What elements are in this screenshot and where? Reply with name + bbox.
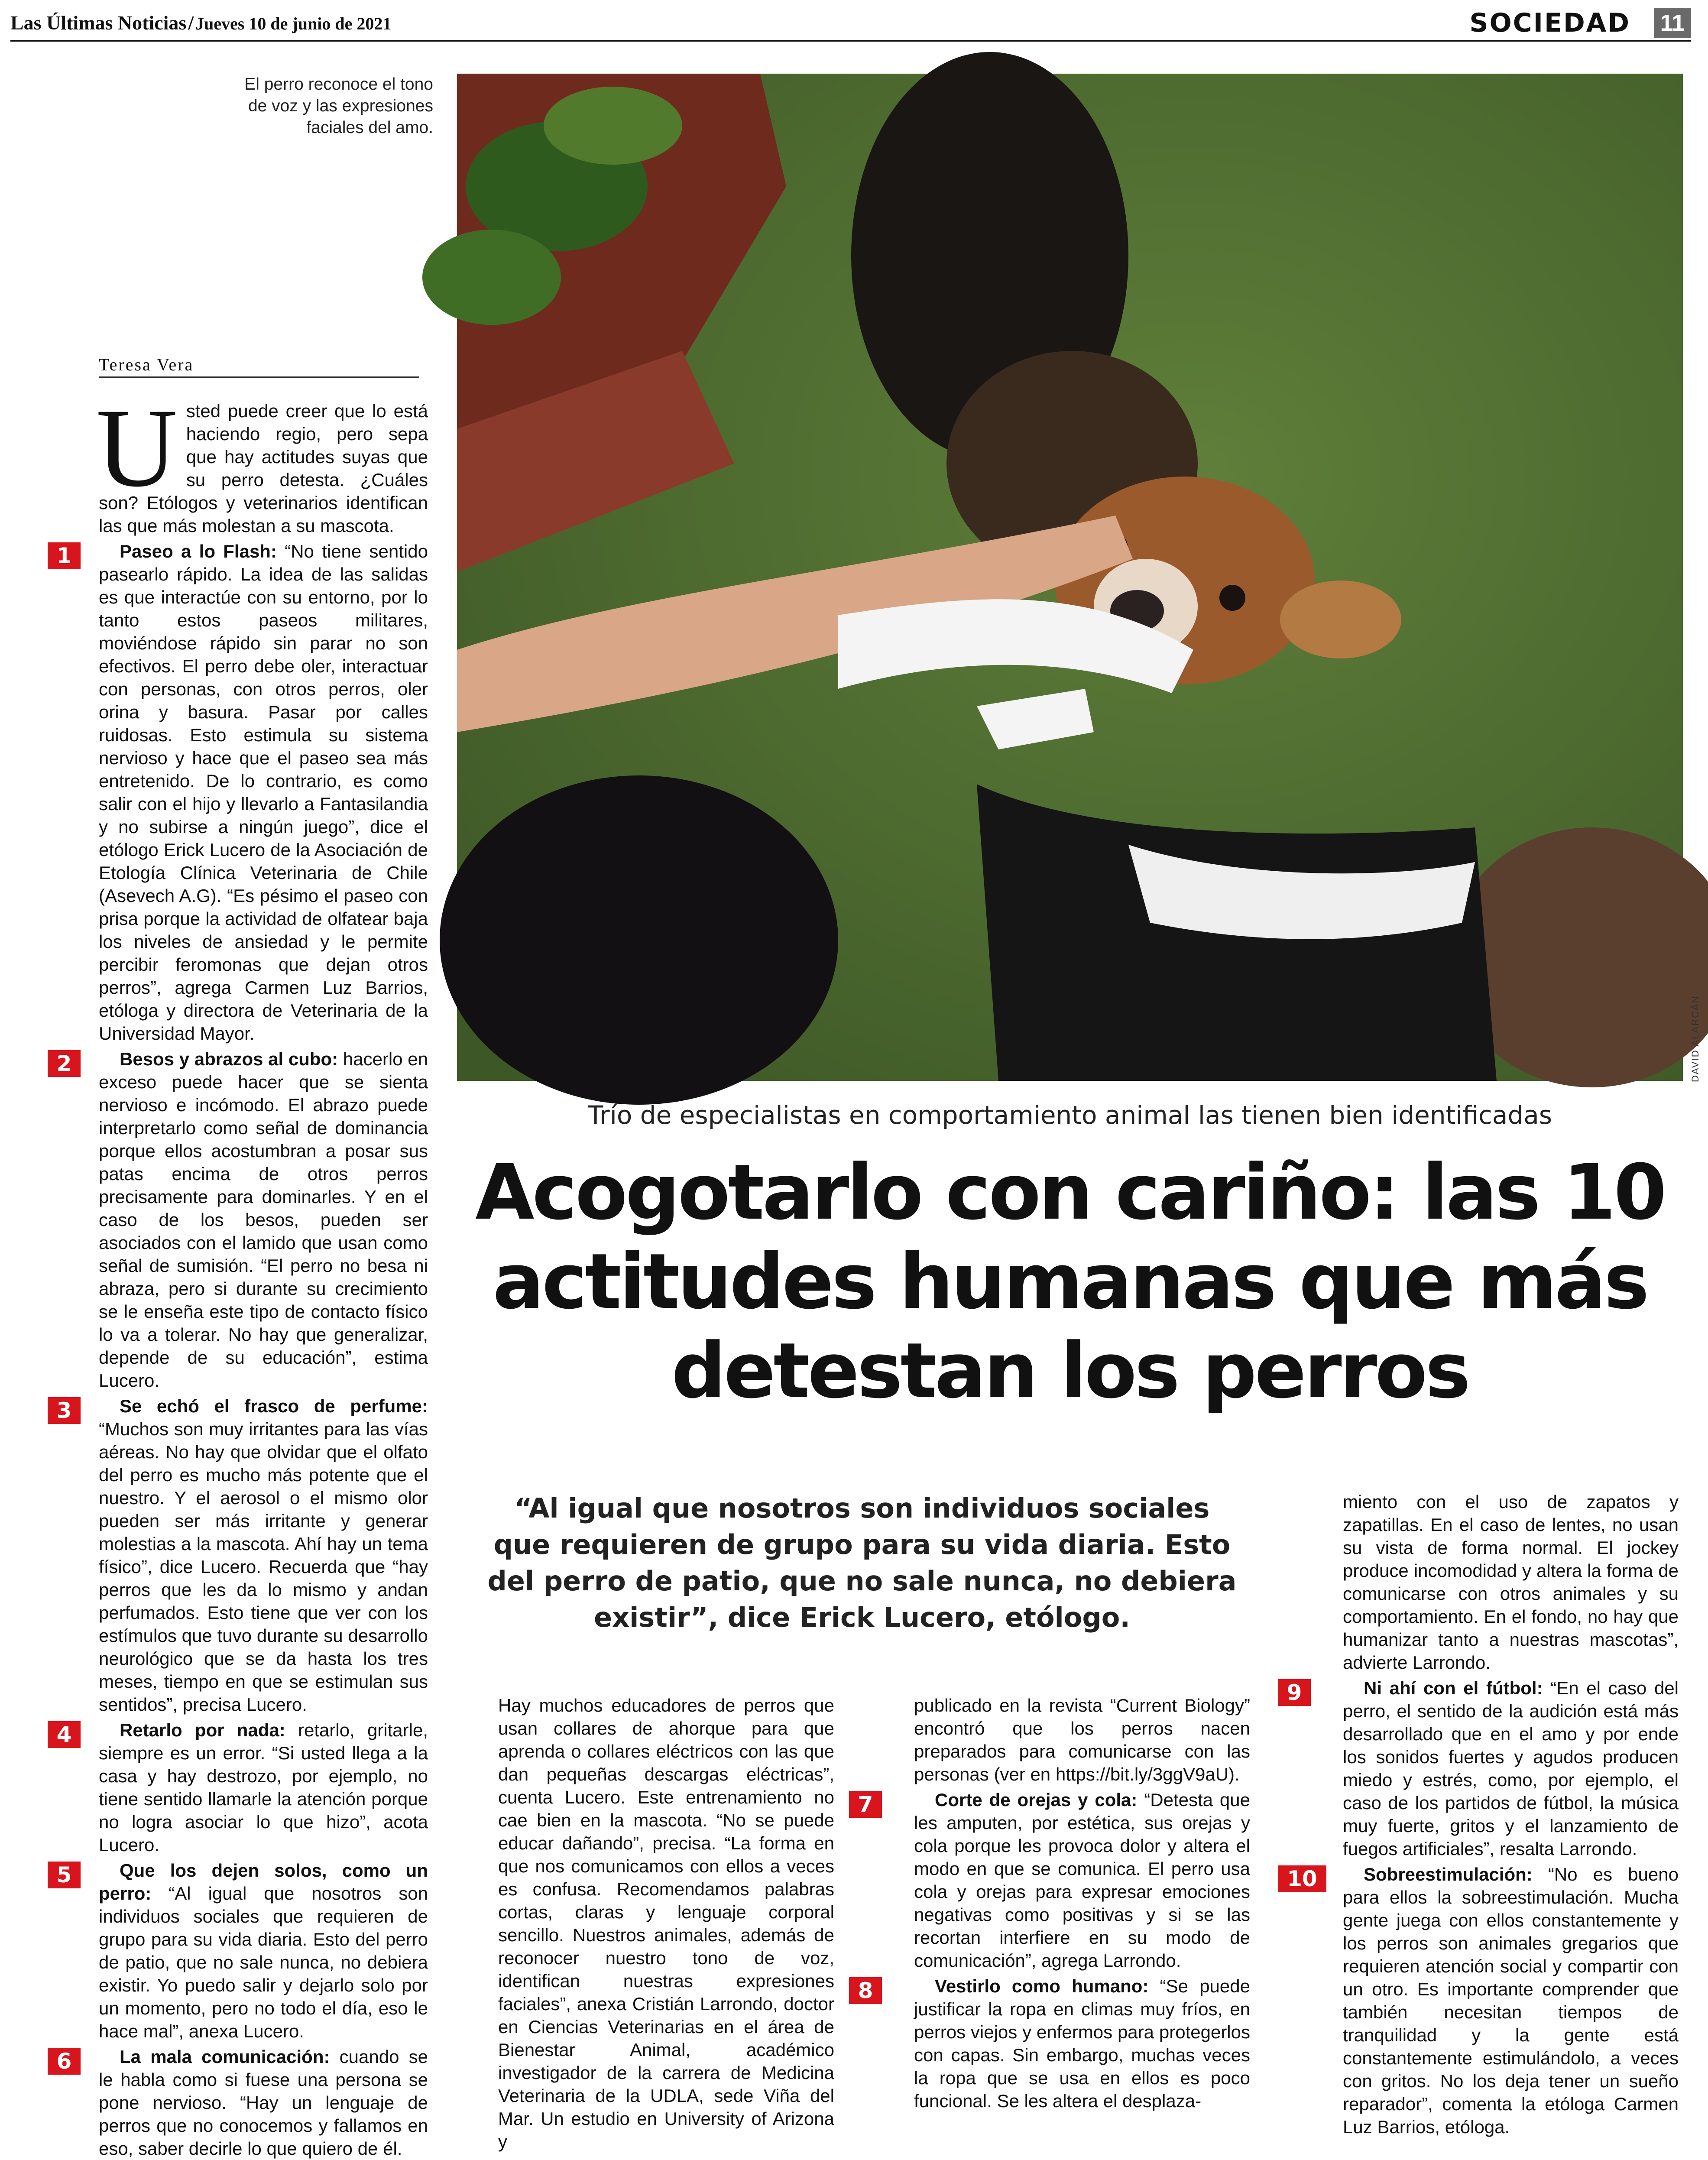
item-number-badge: 3	[48, 1397, 81, 1424]
item-number-badge: 10	[1278, 1865, 1326, 1892]
item-text: “No es bueno para ellos la sobreestimulación. Mucha gente juega con ellos constantemente y los perros son animales gregarios que requieren atención social y compartir con un otro. Es importante comprender que también necesitan tiempos de tranquilidad y la gente está constantemente estimulándolo, a veces con gritos. No los deja tener un sueño reparador”, comenta la etóloga Carmen Luz Barrios, etóloga.	[1343, 1864, 1679, 2137]
list-item-6	[56, 2045, 428, 2160]
item-title: Vestirlo como humano:	[935, 1976, 1149, 1996]
masthead-separator: /	[188, 12, 194, 34]
item-title: Paseo a lo Flash:	[120, 541, 277, 561]
item-text: hacerlo en exceso puede hacer que se sienta nervioso e incómodo. El abrazo puede interpretarlo como señal de dominancia porque ellos acostumbran a posar sus patas encima de otros perros precisamente para dominarles. Y en el caso de los besos, pueden ser asociados con el lamido que usan como señal de sumisión. “El perro no besa ni abraza, pero si durante su crecimiento se le enseña este tipo de contacto físico lo va a tolerar. No hay que generalizar, depende de su educación”, estima Lucero.	[99, 1049, 428, 1391]
column-3-intro: publicado en la revista “Current Biology” encontró que los perros nacen preparados para comunicarse con las personas (ver en https://bit.ly/3ggV9aU).	[914, 1695, 1250, 1784]
masthead	[10, 8, 1691, 38]
list-item-2	[56, 1048, 428, 1392]
publication-date: Jueves 10 de junio de 2021	[195, 14, 392, 33]
item-number-badge: 5	[48, 1862, 81, 1888]
intro-paragraph	[96, 386, 428, 537]
page-number: 11	[1654, 8, 1691, 38]
list-item-8	[858, 1975, 1250, 2112]
item-text: “Al igual que nosotros son individuos sociales que requieren de grupo para su vida diaria. Esto del perro de patio, que no sale nunca, no debiera existir. Yo puedo salir y dejarlo solo por un momento, pero no todo el día, eso le hace mal”, anexa Lucero.	[99, 1883, 428, 2041]
kicker: Trío de especialistas en comportamiento animal las tienen bien identificadas	[587, 1100, 1552, 1130]
masthead-rule	[10, 40, 1691, 42]
list-item-4	[56, 1719, 428, 1856]
item-text: “No tiene sentido pasearlo rápido. La idea de las salidas es que interactúe con su entorno, por lo tanto estos paseos militares, moviéndose rápido sin parar no son efectivos. El perro debe oler, interactuar con personas, con otros perros, oler orina y basura. Pasar por calles ruidosas. Esto estimula su sistema nervioso y hace que el paseo sea más entretenido. De lo contrario, es como salir con el hijo y llevarlo a Fantasilandia y no subirse a ningún juego”, dice el etólogo Erick Lucero de la Asociación de Etología Clínica Veterinaria de Chile (Asevech A.G). “Es pésimo el paseo con prisa porque la actividad de olfatear baja los niveles de ansiedad y le permite percibir feromonas que dejan otros perros”, agrega Carmen Luz Barrios, etóloga y directora de Veterinaria de la Universidad Mayor.	[99, 541, 428, 1044]
item-text: “En el caso del perro, el sentido de la audición está más desarrollado que en el amo y por ende los sonidos fuertes y agudos producen miedo y estrés, como, por ejemplo, el caso de los partidos de fútbol, la música muy fuerte, gritos y el lanzamiento de fuegos artificiales”, resalta Larrondo.	[1343, 1678, 1679, 1859]
item-text: “Muchos son muy irritantes para las vías aéreas. No hay que olvidar que el olfato del perro es mucho más potente que el nuestro. Y el aerosol o el mismo olor pueden ser más irritante y generar molestias a la mascota. Ahí hay un tema físico”, dice Lucero. Recuerda que “hay perros que les da lo mismo y andan perfumados. Esto tiene que ver con los estímulos que tuvo durante su desarrollo neurológico que se da hasta los tres meses, tiempo en que se estimulan sus sentidos”, precisa Lucero.	[99, 1419, 428, 1715]
intro-text: sted puede creer que lo está haciendo regio, pero sepa que hay actitudes suyas que su perro detesta. ¿Cuáles son? Etólogos y veterinarios identifican las que más molestan a su mascota.	[99, 401, 428, 536]
item-number-badge: 9	[1278, 1679, 1311, 1706]
item-number-badge: 7	[849, 1791, 882, 1818]
drop-cap: U	[96, 386, 178, 510]
article-column-2	[498, 1694, 834, 2152]
list-item-3	[56, 1395, 428, 1716]
item-text: cuando se le habla como si fuese una persona se pone nervioso. “Hay un lenguaje de perros que no conocemos y fallamos en eso, saber decirle lo que quiero de él.	[99, 2046, 428, 2159]
photo-dog-hands	[457, 74, 1683, 1081]
article-column-3	[858, 1694, 1250, 2144]
item-title: Besos y abrazos al cubo:	[120, 1049, 338, 1069]
item-number-badge: 6	[48, 2048, 81, 2075]
item-number-badge: 8	[849, 1977, 882, 2004]
item-text: “Detesta que les amputen, por estética, sus orejas y cola porque les provoca dolor y altera el modo en que se comunica. El perro usa cola y orejas para expresar emociones negativas como positivas y si se las recortan interfiere en su modo de comunicación”, agrega Larrondo.	[914, 1790, 1250, 1971]
photo-credit	[1686, 980, 1708, 1084]
section-name: SOCIEDAD	[1469, 8, 1630, 38]
item-title: Retarlo por nada:	[120, 1720, 285, 1740]
pull-quote: “Al igual que nosotros son individuos sociales que requieren de grupo para su vida diaria. Esto del perro de patio, que no sale nunca, no debiera existir”, dice Erick Lucero, etólogo.	[487, 1492, 1237, 1633]
photo-credit-text: DAVID ALARCÁN	[1690, 995, 1701, 1082]
item-number-badge: 1	[48, 542, 81, 569]
list-item-10	[1287, 1863, 1679, 2138]
list-item-9	[1287, 1677, 1679, 1860]
item-number-badge: 2	[48, 1050, 81, 1077]
item-title: La mala comunicación:	[120, 2046, 330, 2067]
masthead-left	[10, 11, 391, 34]
publication-name: Las Últimas Noticias	[10, 12, 187, 34]
item-text: “Se puede justificar la ropa en climas muy fríos, en perros viejos y enfermos para protegerlos con capas. Sin embargo, muchas veces la ropa que se usa en ellos es poco funcional. Se les altera el desplaza-	[914, 1976, 1250, 2111]
list-item-1	[56, 540, 428, 1045]
article-column-4	[1287, 1490, 1679, 2144]
item-number-badge: 4	[48, 1721, 81, 1748]
photo-illustration	[457, 74, 1683, 1081]
item-title: Ni ahí con el fútbol:	[1364, 1678, 1543, 1698]
byline: Teresa Vera	[99, 354, 419, 378]
item-title: Se echó el frasco de perfume:	[120, 1396, 428, 1416]
item-title: Corte de orejas y cola:	[935, 1790, 1138, 1810]
photo-caption: El perro reconoce el tono de voz y las expresiones faciales del amo.	[244, 75, 433, 137]
item-text: retarlo, gritarle, siempre es un error. “Si usted llega a la casa y hay destrozo, por ejemplo, no tiene sentido llamarle la atención porque no logra asociar lo que hizo”, acota Lucero.	[99, 1720, 428, 1855]
headline: Acogotarlo con cariño: las 10 actitudes humanas que más detestan los perros	[475, 1148, 1665, 1415]
list-item-5	[56, 1859, 428, 2043]
list-item-7	[858, 1788, 1250, 1972]
column-4-intro: miento con el uso de zapatos y zapatillas. En el caso de lentes, no usan su vista de forma normal. El jockey produce incomodidad y altera la forma de comunicarse con otros animales y su comportamiento. En el fondo, no hay que humanizar tanto a nuestras mascotas”, advierte Larrondo.	[1343, 1492, 1679, 1673]
column-2-text: Hay muchos educadores de perros que usan collares de ahorque para que aprenda o collares eléctricos con las que dan pequeñas descargas eléctricas”, cuenta Lucero. Este entrenamiento no cae bien en la mascota. “No se puede educar dañando”, precisa. “La forma en que nos comunicamos con ellos a veces es confusa. Recomendamos palabras cortas, claras y lenguaje corporal sencillo. Nuestros animales, además de reconocer nuestro tono de voz, identifican nuestras expresiones faciales”, anexa Cristián Larrondo, doctor en Ciencias Veterinarias en el área de Bienestar Animal, académico investigador de la carrera de Medicina Veterinaria de la UDLA, sede Viña del Mar. Un estudio en University of Arizona y	[498, 1695, 834, 2152]
item-title: Que los dejen solos, como un perro:	[99, 1860, 428, 1904]
item-title: Sobreestimulación:	[1364, 1864, 1533, 1884]
article-column-1	[56, 386, 428, 2159]
